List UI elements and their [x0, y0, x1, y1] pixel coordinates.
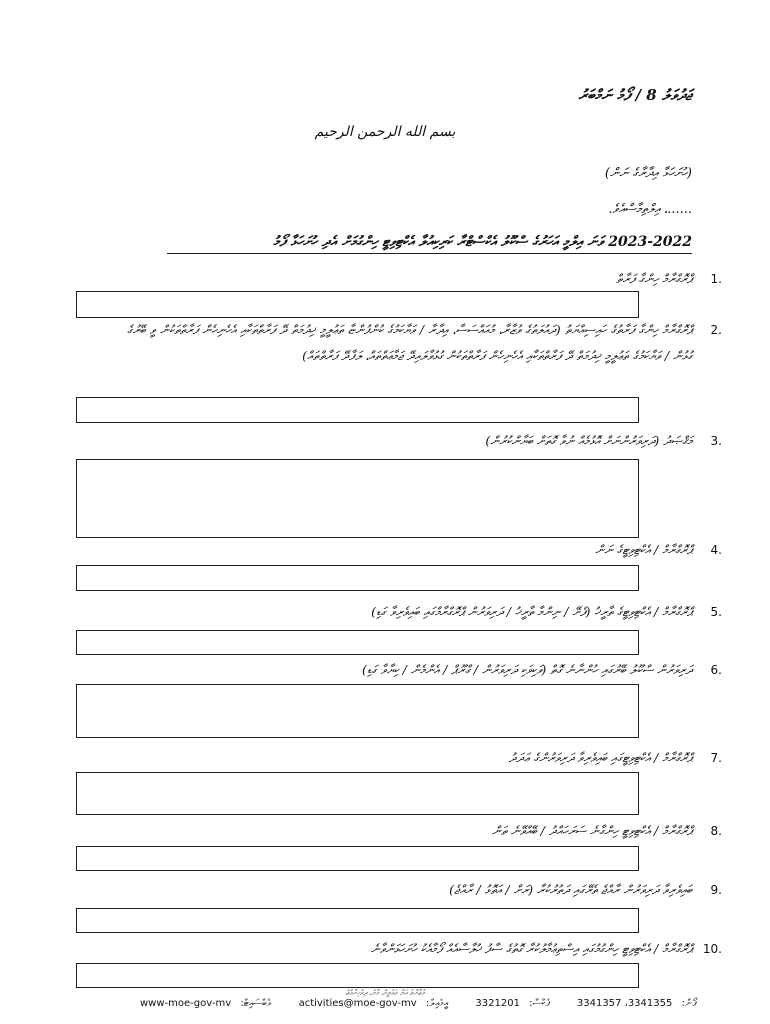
bismillah: بسم الله الرحمن الرحيم — [314, 124, 456, 140]
question-number: 5. — [710, 605, 722, 619]
question-4-label — [595, 537, 722, 563]
footer-contacts — [140, 998, 697, 1009]
answer-box-2[interactable] — [76, 397, 639, 423]
question-text: ޕްރޮގްރާމް / އެކްޓިވިޓީގައި ބައިވެރިވާ ދަރިވަރުންގެ ޢަދަދު — [508, 750, 692, 765]
answer-box-10[interactable] — [76, 963, 639, 988]
question-text: ޕްރޮގްރާމް / އެކްޓިވިޓީގެ ތާރީޚު (ފެށޭ / ނިންމާ ތާރީޚު / ދަރިވަރުން ޕްރޮގްރާމްގައި ބައިވެރިވާ ގަޑި) — [371, 604, 692, 619]
question-3-label — [485, 428, 722, 454]
website-label: ވެބްސައިޓް: — [240, 998, 272, 1009]
question-number: 2. — [710, 323, 722, 337]
answer-box-8[interactable] — [76, 846, 639, 871]
form-title: 2023-2022 ވަނަ އިލްމީ އަހަރުގެ ސްކޫލު އެކްސްޓްރާ ކަރިކިއުލާ އެކްޓިވިޓީ ހިންގުމަށް އެދި ހުށަހަޅާ ފޯމު — [167, 234, 692, 254]
question-9-label — [449, 877, 722, 903]
answer-box-7[interactable] — [76, 772, 639, 815]
question-text: ޕްރޮގްރާމް / އެކްޓިވިޓީގެ ނަން — [595, 542, 692, 557]
footer-note: ވުޒާރާތު އަލް ތަޢުލީމް، މާލެ، ދިވެހިރާއްޖެ — [345, 988, 425, 997]
website-value: www-moe-gov-mv — [140, 998, 232, 1009]
question-text: ބައިވެރިވާ ދަރިވަރުން ރާއްޖެ ތެރޭގައި ދަތުރުކުރާ (ރަށް / އަތޮޅު / ރާއްޖެ) — [449, 882, 692, 897]
question-5-label — [371, 599, 722, 625]
question-text: ދަރިވަރުން ސްކޫލު ބޭރުގައި ހުންނާނެ ގޮތް (ވަކިވަކި ދަރިވަރުން / ގްރޫޕް / އެންމެން / ކިޔާވާ ގަޑި) — [362, 662, 692, 677]
greeting: ......، އިލްތިމާސްއެވެ. — [608, 202, 692, 217]
question-number: 3. — [710, 434, 722, 448]
question-text: ޕްރޮގްރާމް ހިންގާ ފަރާތުގެ ހައިސިއްޔަތު (ދައުލަތުގެ ވުޒާރާ، މުއައްސަސާ، އިދާރާ / ވަޔާކަމުގެ ކުންފުންޏާ ތަޢުލީމީ ޚިދުމަތް ދޭ ފަރާތްތަކާއި އެހެނިހެން ފަރާތްތަކުން ވީ ބޭރުގެ ގުޅުން / ވަޔާކަމުގެ ތަޢުލީމީ ޚިދުމަތް ދޭ ފަރާތްތަކާއި އެހެނިހެން ފަރާތްތަކުން ގުޅުވާލައިދޭ ޖަމާޢަތްތައް، ލަފާދޭ ފަރާތްތައް) — [127, 322, 692, 363]
answer-box-5[interactable] — [76, 630, 639, 655]
question-2-label — [127, 317, 722, 369]
email-value: activities@moe-gov-mv — [298, 998, 417, 1009]
phone-value: 3341357 ،3341355 — [576, 998, 673, 1009]
answer-box-9[interactable] — [76, 908, 639, 933]
question-7-label — [508, 745, 722, 771]
question-number: 8. — [710, 824, 722, 838]
fax-label: ފެކްސް: — [529, 998, 550, 1009]
question-number: 9. — [710, 883, 722, 897]
salutation: (ހުށަހަޅާ އިދާރާގެ ނަން) — [604, 166, 692, 181]
question-number: 6. — [710, 663, 722, 677]
answer-box-1[interactable] — [76, 291, 639, 318]
form-reference: ޖަދުވަލު 8 / ފޯމު ނަމްބަރު — [578, 86, 692, 104]
fax-value: 3321201 — [475, 998, 520, 1009]
question-text: ޕްރޮގްރާމް ހިންގާ ފަރާތް — [616, 271, 692, 286]
question-number: 10. — [702, 942, 722, 956]
email-label: އީމެއިލް: — [425, 998, 449, 1009]
question-number: 4. — [710, 543, 722, 557]
answer-box-6[interactable] — [76, 684, 639, 738]
question-text: ޕްރޮގްރާމް / އެކްޓިވިޓީ ހިންގުމުގައި އިސްތިޢުމާލުކުރާ ގޮތުގެ ސާފު ޚުލާސާއެއް ފޯމާއެކު ހުށަހަޅަންވާނެ — [370, 941, 692, 956]
phone-label: ފޯން: — [681, 998, 697, 1009]
question-6-label — [362, 657, 722, 683]
question-number: 7. — [710, 751, 722, 765]
question-number: 1. — [710, 272, 722, 286]
question-text: ޕްރޮގްރާމް / އެކްޓިވިޓީ ހިންގާނެ ސަރަހައްދު / ބޭއްވޭނެ ތަން — [492, 823, 692, 838]
question-1-label — [616, 266, 722, 292]
question-10-label — [370, 936, 722, 962]
answer-box-3[interactable] — [76, 459, 639, 538]
question-text: މަޤްޞަދު (ދަރިވަރުންނަށް އޮޅުމެއް ނުވާ ގޮތަށް ބަޔާންކުރުން) — [485, 433, 692, 448]
answer-box-4[interactable] — [76, 565, 639, 591]
question-8-label — [492, 818, 722, 844]
